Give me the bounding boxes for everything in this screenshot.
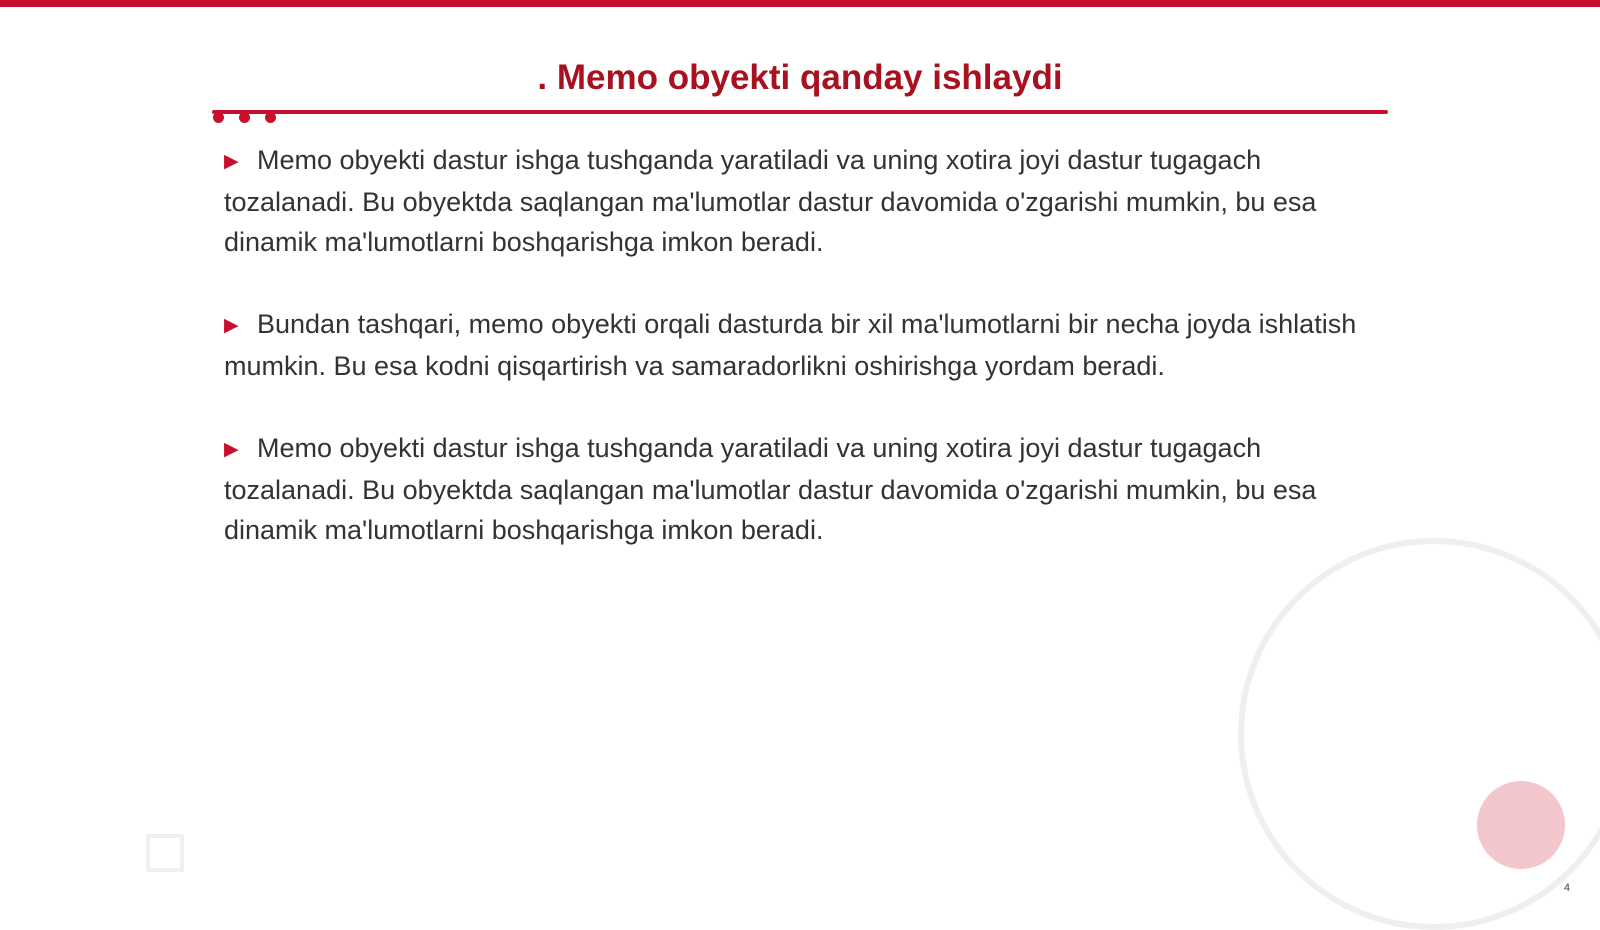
decorative-circle-outline <box>1238 538 1600 930</box>
decorative-square <box>146 834 184 872</box>
bullet-item <box>224 304 1374 386</box>
bullet-item <box>224 140 1374 262</box>
decorative-dot <box>239 112 250 123</box>
triangle-bullet-icon: ▶ <box>224 315 239 336</box>
slide-title: . Memo obyekti qanday ishlaydi <box>537 58 1063 97</box>
bullet-item <box>224 428 1374 550</box>
triangle-bullet-icon: ▶ <box>224 439 239 460</box>
decorative-dot <box>213 112 224 123</box>
bullet-text: Memo obyekti dastur ishga tushganda yaratiladi va uning xotira joyi dastur tugagach tozalanadi. Bu obyektda saqlangan ma'lumotlar dastur davomida o'zgarishi mumkin, bu esa dinamik ma'lumotlarni boshqarishga imkon beradi. <box>224 433 1317 545</box>
bullet-list <box>224 140 1374 592</box>
triangle-bullet-icon: ▶ <box>224 151 239 172</box>
bullet-text: Memo obyekti dastur ishga tushganda yaratiladi va uning xotira joyi dastur tugagach tozalanadi. Bu obyektda saqlangan ma'lumotlar dastur davomida o'zgarishi mumkin, bu esa dinamik ma'lumotlarni boshqarishga imkon beradi. <box>224 145 1317 257</box>
bullet-text: Bundan tashqari, memo obyekti orqali dasturda bir xil ma'lumotlarni bir necha joyda ishlatish mumkin. Bu esa kodni qisqartirish va samaradorlikni oshirishga yordam beradi. <box>224 309 1357 381</box>
decorative-dot <box>265 112 276 123</box>
title-underline <box>212 110 1388 114</box>
decorative-circle-filled <box>1477 781 1565 869</box>
top-accent-bar <box>0 0 1600 7</box>
page-number: 4 <box>1563 882 1570 894</box>
